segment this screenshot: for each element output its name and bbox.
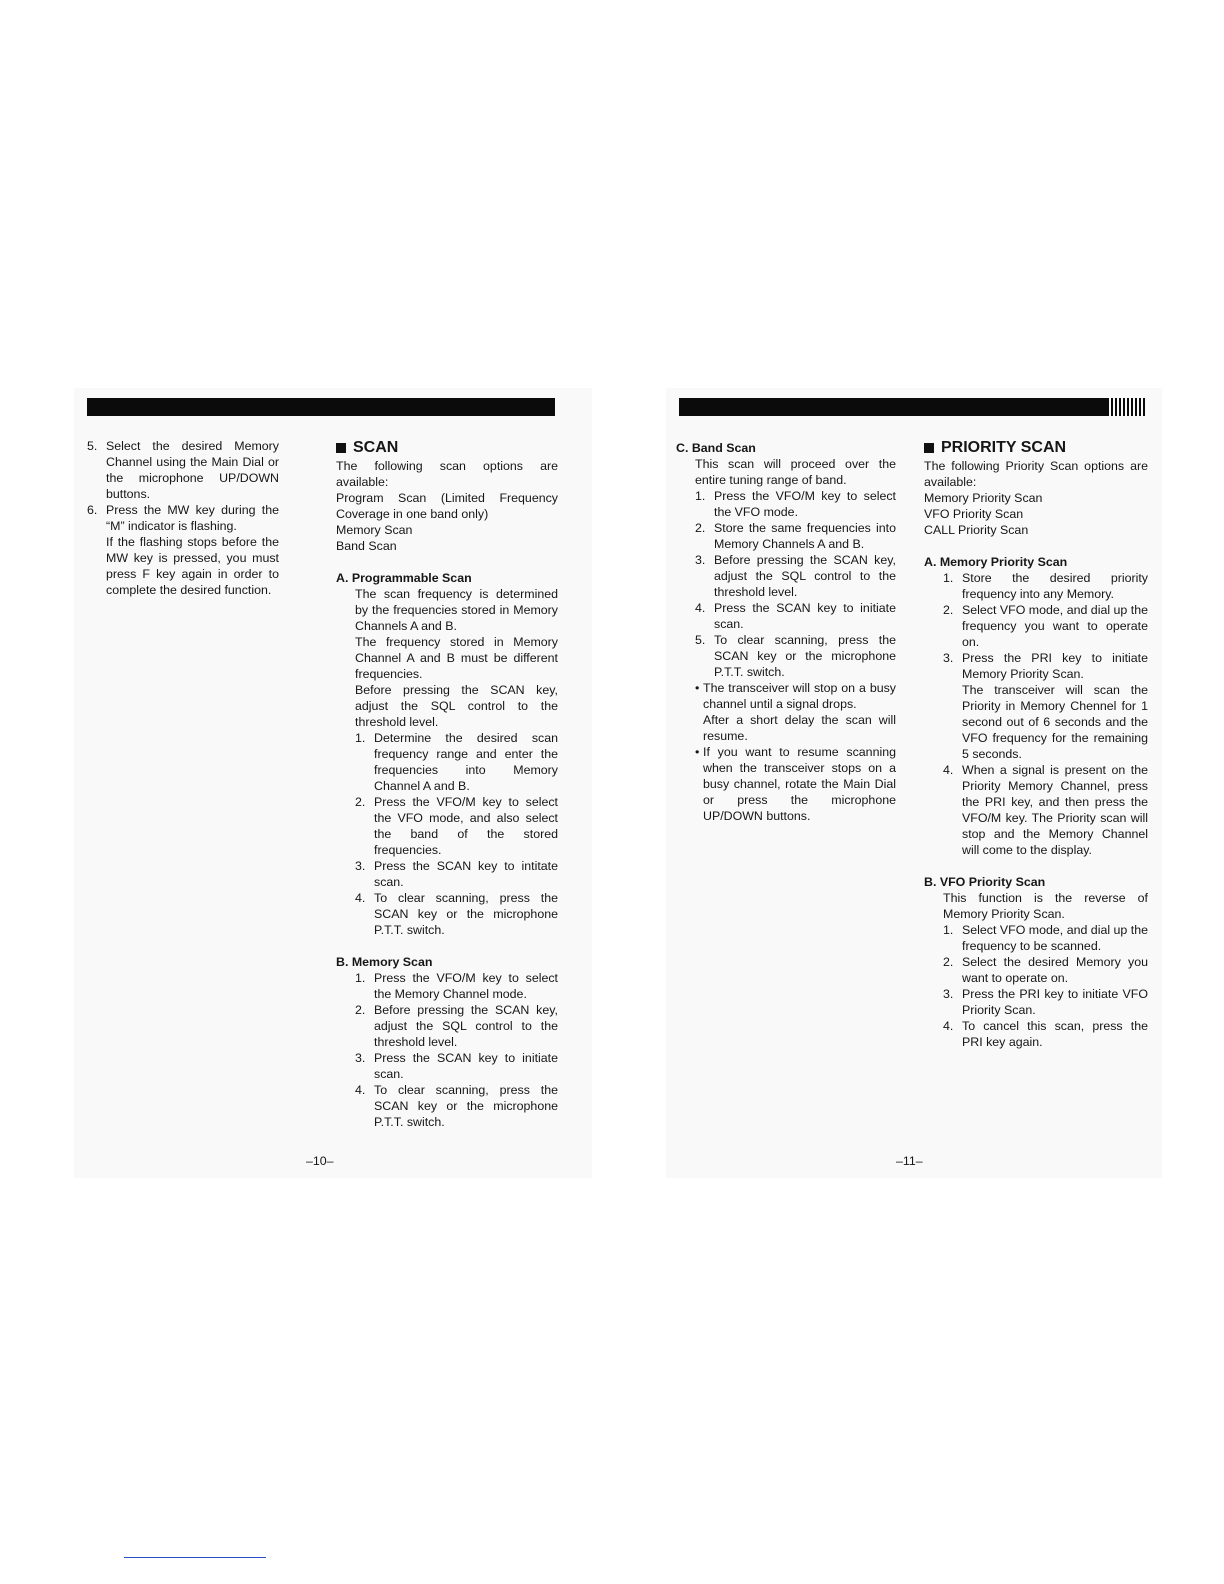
list-item: 1. Determine the desired scan frequency range and enter the frequencies into Memory Channel A and B. bbox=[355, 731, 558, 793]
list-item: 2. Press the VFO/M key to select the VFO mode, and also select the band of the stored frequencies. bbox=[355, 795, 558, 857]
left-column-1 bbox=[87, 438, 279, 598]
list-item: 5. Select the desired Memory Channel using the Main Dial or the microphone UP/DOWN buttons. bbox=[87, 439, 279, 501]
list-item: 3. Press the PRI key to initiate Memory Priority Scan. The transceiver will scan the Priority in Memory Chennel for 1 second out of 6 seconds and the VFO frequency for the remaining 5 seconds. bbox=[943, 651, 1148, 761]
paragraph: Before pressing the SCAN key, adjust the SQL control to the threshold level. bbox=[355, 683, 558, 729]
footer-rule bbox=[124, 1557, 266, 1558]
list-item: 3. Press the SCAN key to initiate scan. bbox=[355, 1051, 558, 1081]
list-item: 6. Press the MW key during the “M” indicator is flashing. If the flashing stops before the MW key is pressed, you must press F key again in order to complete the desired function. bbox=[87, 503, 279, 597]
list-item: 4. To clear scanning, press the SCAN key or the microphone P.T.T. switch. bbox=[355, 1083, 558, 1129]
list-item: 2. Before pressing the SCAN key, adjust the SQL control to the threshold level. bbox=[355, 1003, 558, 1049]
priority-option: Memory Priority Scan bbox=[924, 491, 1043, 505]
heading-band-scan: C. Band Scan bbox=[676, 441, 756, 455]
list-item: 2. Select VFO mode, and dial up the frequency you want to operate on. bbox=[943, 603, 1148, 649]
memory-steps-list bbox=[87, 438, 279, 598]
heading-vfo-priority-scan: B. VFO Priority Scan bbox=[924, 875, 1046, 889]
list-item: 1. Press the VFO/M key to select the Memory Channel mode. bbox=[355, 971, 558, 1001]
list-item: 4. To cancel this scan, press the PRI key again. bbox=[943, 1019, 1148, 1049]
right-column-1 bbox=[676, 440, 896, 824]
square-bullet-icon bbox=[924, 443, 934, 453]
scan-option: Memory Scan bbox=[336, 523, 413, 537]
list-item: 3. Press the PRI key to initiate VFO Priority Scan. bbox=[943, 987, 1148, 1017]
vfo-priority-steps bbox=[943, 922, 1148, 1050]
list-item: 4. To clear scanning, press the SCAN key or the microphone P.T.T. switch. bbox=[355, 891, 558, 937]
list-item: 1. Press the VFO/M key to select the VFO mode. bbox=[695, 489, 896, 519]
section-title-scan: SCAN bbox=[336, 438, 558, 458]
scan-option: Program Scan (Limited Frequency Coverage in one band only) bbox=[336, 491, 558, 521]
list-item: 3. Press the SCAN key to intitate scan. bbox=[355, 859, 558, 889]
page-number-right: –11– bbox=[896, 1154, 923, 1168]
memory-priority-steps bbox=[943, 570, 1148, 858]
right-column-2 bbox=[924, 438, 1148, 1050]
left-header-bar bbox=[87, 398, 555, 416]
priority-option: CALL Priority Scan bbox=[924, 523, 1029, 537]
list-item: 2. Select the desired Memory you want to operate on. bbox=[943, 955, 1148, 985]
header-tick-marks bbox=[1111, 398, 1147, 416]
band-scan-steps bbox=[695, 488, 896, 680]
section-title-priority-scan: PRIORITY SCAN bbox=[924, 438, 1148, 458]
priority-option: VFO Priority Scan bbox=[924, 507, 1024, 521]
list-item: 2. Store the same frequencies into Memory Channels A and B. bbox=[695, 521, 896, 551]
heading-programmable-scan: A. Programmable Scan bbox=[336, 571, 472, 585]
list-item: 3. Before pressing the SCAN key, adjust the SQL control to the threshold level. bbox=[695, 553, 896, 599]
scan-intro: The following scan options are available: bbox=[336, 459, 558, 489]
list-item: 4. When a signal is present on the Priority Memory Channel, press the PRI key, and then press the VFO/M key. The Priority scan will stop and the Memory Channel will come to the display. bbox=[943, 763, 1148, 857]
scan-option: Band Scan bbox=[336, 539, 397, 553]
list-item: 4. Press the SCAN key to initiate scan. bbox=[695, 601, 896, 631]
priority-intro: The following Priority Scan options are available: bbox=[924, 459, 1148, 489]
list-item: 1. Store the desired priority frequency into any Memory. bbox=[943, 571, 1148, 601]
paragraph: The frequency stored in Memory Channel A and B must be different frequencies. bbox=[355, 635, 558, 681]
programmable-scan-steps bbox=[355, 730, 558, 938]
right-header-bar bbox=[679, 398, 1109, 416]
list-item: 1. Select VFO mode, and dial up the frequency to be scanned. bbox=[943, 923, 1148, 953]
band-scan-intro: This scan will proceed over the entire tuning range of band. bbox=[695, 457, 896, 487]
vfo-priority-intro: This function is the reverse of Memory Priority Scan. bbox=[943, 891, 1148, 921]
bullet-note: • If you want to resume scanning when the transceiver stops on a busy channel, rotate the Main Dial or press the microphone UP/DOWN buttons. bbox=[695, 744, 896, 824]
memory-scan-steps bbox=[355, 970, 558, 1130]
paragraph: The scan frequency is determined by the frequencies stored in Memory Channels A and B. bbox=[355, 587, 558, 633]
bullet-note: • The transceiver will stop on a busy channel until a signal drops. After a short delay the scan will resume. bbox=[695, 680, 896, 744]
heading-memory-scan: B. Memory Scan bbox=[336, 955, 433, 969]
heading-memory-priority-scan: A. Memory Priority Scan bbox=[924, 555, 1068, 569]
left-column-2 bbox=[336, 438, 558, 1130]
list-item: 5. To clear scanning, press the SCAN key or the microphone P.T.T. switch. bbox=[695, 633, 896, 679]
page-number-left: –10– bbox=[306, 1154, 334, 1168]
square-bullet-icon bbox=[336, 443, 346, 453]
